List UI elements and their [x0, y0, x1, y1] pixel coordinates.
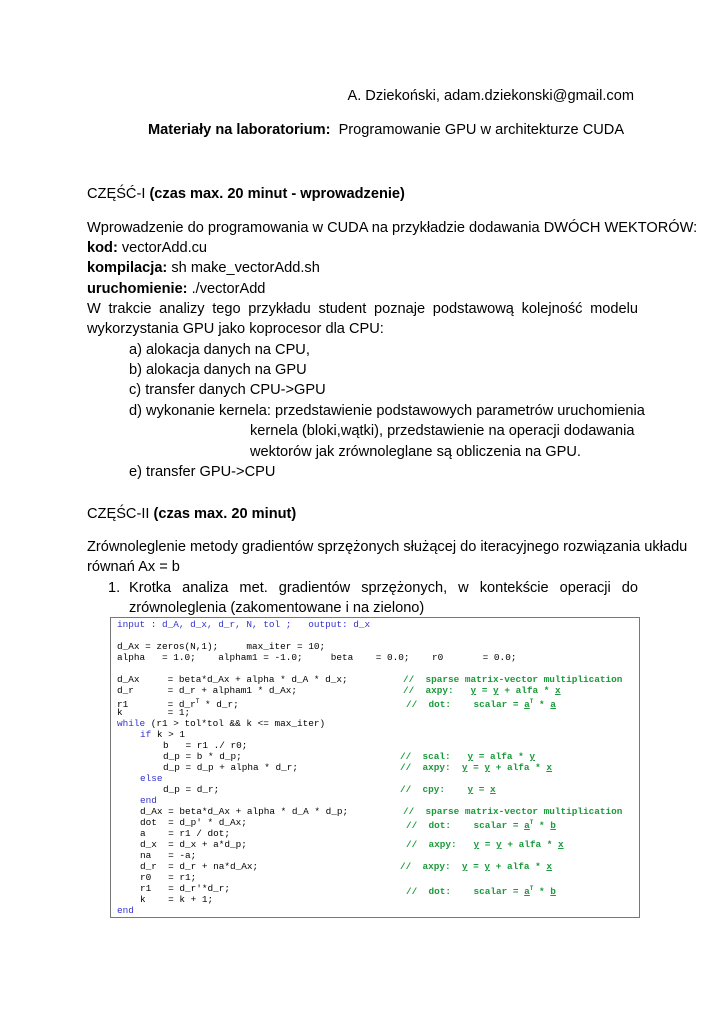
var-x: x — [546, 762, 552, 773]
var-a: a — [524, 699, 530, 710]
code-line-na: na = -a; — [140, 850, 197, 861]
var-y: y — [467, 784, 474, 795]
code-line-r0: r0 = r1; — [140, 872, 197, 883]
var-x: x — [554, 685, 561, 696]
var-y: y — [467, 751, 474, 762]
comment-dot-prefix: // dot: scalar = — [406, 886, 525, 897]
op-times: * — [533, 699, 551, 710]
var-x: x — [546, 861, 552, 872]
comment-dot-prefix: // dot: scalar = — [406, 699, 525, 710]
part2-intro-1: Zrównoleglenie metody gradientów sprzężonych służącej do iteracyjnego rozwiązania układu — [87, 539, 688, 555]
comment-spmv-2: // sparse matrix-vector multiplication — [403, 806, 623, 817]
comment-scal — [400, 751, 535, 762]
comment-dot-2 — [406, 817, 556, 831]
part2-heading-prefix: CZĘŚC-II — [87, 506, 150, 522]
step-b: b) alokacja danych na GPU — [129, 362, 307, 378]
step-a: a) alokacja danych na CPU, — [129, 342, 310, 358]
step-d: d) wykonanie kernela: przedstawienie podstawowych parametrów uruchomienia — [129, 403, 645, 419]
op-eq-alfa: = alfa * — [473, 751, 530, 762]
op-eq: = — [479, 839, 497, 850]
code-line-dax: d_Ax = beta*d_Ax + alpha * d_A * d_x; — [117, 674, 348, 685]
code-r1-rhs: * d_r; — [199, 699, 239, 710]
op-eq: = — [476, 685, 494, 696]
var-a: a — [524, 886, 530, 897]
part2-heading — [87, 505, 296, 523]
op-eq: = — [467, 861, 485, 872]
op-plus-alfa: + alfa * — [498, 685, 555, 696]
compile-line — [87, 259, 320, 277]
run-command: ./vectorAdd — [191, 281, 266, 297]
code-listing — [110, 617, 640, 918]
code-r1-lhs: r1 = d_r — [117, 699, 196, 710]
keyword-while: while — [117, 718, 146, 729]
transpose-mark: T — [195, 698, 200, 705]
step-d-cont-1: kernela (bloki,wątki), przedstawienie na operacji dodawania — [250, 423, 635, 439]
part2-intro-2: równań Ax = b — [87, 559, 180, 575]
code-line-r1b: r1 = d_r'*d_r; — [140, 883, 231, 894]
author-line: A. Dziekoński, adam.dziekonski@gmail.com — [347, 88, 634, 104]
comment-dot-1 — [406, 696, 556, 710]
code-line-dr2: d_r = d_r + na*d_Ax; — [140, 861, 259, 872]
comment-scal-prefix: // scal: — [400, 751, 468, 762]
list-item-line-1: Krotka analiza met. gradientów sprzężonych, w kontekście operacji do — [129, 580, 638, 596]
op-plus-alfa: + alfa * — [501, 839, 558, 850]
code-filename: vectorAdd.cu — [121, 240, 208, 256]
if-condition: k > 1 — [151, 729, 186, 740]
code-line-dr: d_r = d_r + alpham1 * d_Ax; — [117, 685, 298, 696]
run-label: uruchomienie: — [87, 281, 188, 297]
comment-axpy-prefix: // axpy: — [403, 685, 471, 696]
code-line-dp3: d_p = d_r; — [163, 784, 220, 795]
comment-axpy-prefix: // axpy: — [400, 762, 462, 773]
var-b: b — [550, 886, 556, 897]
code-line-k: k = 1; — [117, 707, 191, 718]
analysis-line-2: wykorzystania GPU jako koprocesor dla CPU: — [87, 321, 384, 337]
comment-axpy-prefix: // axpy: — [406, 839, 474, 850]
materials-label: Materiały na laboratorium: — [148, 122, 331, 138]
comment-axpy-3 — [406, 839, 564, 850]
part2-heading-time: (czas max. 20 minut) — [153, 506, 297, 522]
list-item-line-2: zrównoleglenia (zakomentowane i na zielono) — [129, 600, 425, 616]
step-d-cont-2: wektorów jak zrównoleglane są obliczenia na GPU. — [250, 444, 581, 460]
var-b: b — [550, 820, 556, 831]
analysis-line-1: W trakcie analizy tego przykładu student poznaje podstawową kolejność modelu — [87, 301, 638, 317]
var-y: y — [461, 762, 468, 773]
keyword-end-if: end — [140, 795, 157, 806]
code-label: kod: — [87, 240, 118, 256]
part1-heading — [87, 185, 405, 203]
keyword-else: else — [140, 773, 163, 784]
code-line-if — [140, 729, 185, 740]
code-line-a: a = r1 / dot; — [140, 828, 231, 839]
code-line-init: d_Ax = zeros(N,1); max_iter = 10; — [117, 641, 326, 652]
step-c: c) transfer danych CPU->GPU — [129, 382, 326, 398]
keyword-end-while: end — [117, 905, 134, 916]
var-y: y — [461, 861, 468, 872]
part1-heading-prefix: CZĘŚĆ-I — [87, 186, 146, 202]
materials-title — [148, 121, 624, 139]
comment-axpy-4 — [400, 861, 552, 872]
var-x: x — [490, 784, 496, 795]
var-y: y — [529, 751, 536, 762]
code-line-b: b = r1 ./ r0; — [163, 740, 248, 751]
transpose-mark: T — [529, 698, 534, 705]
var-y: y — [496, 839, 502, 850]
code-line-dp2: d_p = d_p + alpha * d_r; — [163, 762, 299, 773]
comment-spmv-1: // sparse matrix-vector multiplication — [403, 674, 623, 685]
var-y: y — [473, 839, 480, 850]
code-line-dot: dot = d_p' * d_Ax; — [140, 817, 247, 828]
var-x: x — [557, 839, 564, 850]
step-e: e) transfer GPU->CPU — [129, 464, 276, 480]
list-number: 1. — [108, 580, 121, 596]
var-y: y — [484, 762, 491, 773]
comment-axpy-1 — [403, 685, 561, 696]
comment-axpy-prefix: // axpy: — [400, 861, 462, 872]
while-condition: (r1 > tol*tol && k <= max_iter) — [145, 718, 326, 729]
var-a: a — [550, 699, 556, 710]
code-line-scalars: alpha = 1.0; alpham1 = -1.0; beta = 0.0; r0 = 0.0; — [117, 652, 517, 663]
code-line-dax2: d_Ax = beta*d_Ax + alpha * d_A * d_p; — [140, 806, 349, 817]
op-eq: = — [473, 784, 491, 795]
op-eq: = — [467, 762, 485, 773]
code-line-while — [117, 718, 325, 729]
code-line-input: input : d_A, d_x, d_r, N, tol ; output: d_x — [117, 619, 371, 630]
code-line — [87, 239, 207, 257]
part1-intro: Wprowadzenie do programowania w CUDA na przykładzie dodawania DWÓCH WEKTORÓW: — [87, 220, 698, 236]
part1-heading-time: (czas max. 20 minut - wprowadzenie) — [149, 186, 405, 202]
transpose-mark: T — [529, 885, 534, 892]
op-times: * — [533, 820, 551, 831]
var-y: y — [484, 861, 491, 872]
var-y: y — [470, 685, 477, 696]
op-times: * — [533, 886, 551, 897]
transpose-mark: T — [529, 819, 534, 826]
run-line — [87, 280, 265, 298]
code-line-dp1: d_p = b * d_p; — [163, 751, 242, 762]
var-a: a — [524, 820, 530, 831]
comment-dot-prefix: // dot: scalar = — [406, 820, 525, 831]
comment-cpy-prefix: // cpy: — [400, 784, 468, 795]
course-title: Programowanie GPU w architekturze CUDA — [338, 122, 625, 138]
op-plus-alfa: + alfa * — [490, 762, 547, 773]
code-line-dx: d_x = d_x + a*d_p; — [140, 839, 247, 850]
comment-cpy — [400, 784, 496, 795]
keyword-if: if — [140, 729, 152, 740]
var-y: y — [493, 685, 499, 696]
compile-label: kompilacja: — [87, 260, 168, 276]
compile-command: sh make_vectorAdd.sh — [171, 260, 320, 276]
op-plus-alfa: + alfa * — [490, 861, 547, 872]
comment-dot-3 — [406, 883, 556, 897]
comment-axpy-2 — [400, 762, 552, 773]
code-line-kinc: k = k + 1; — [140, 894, 214, 905]
